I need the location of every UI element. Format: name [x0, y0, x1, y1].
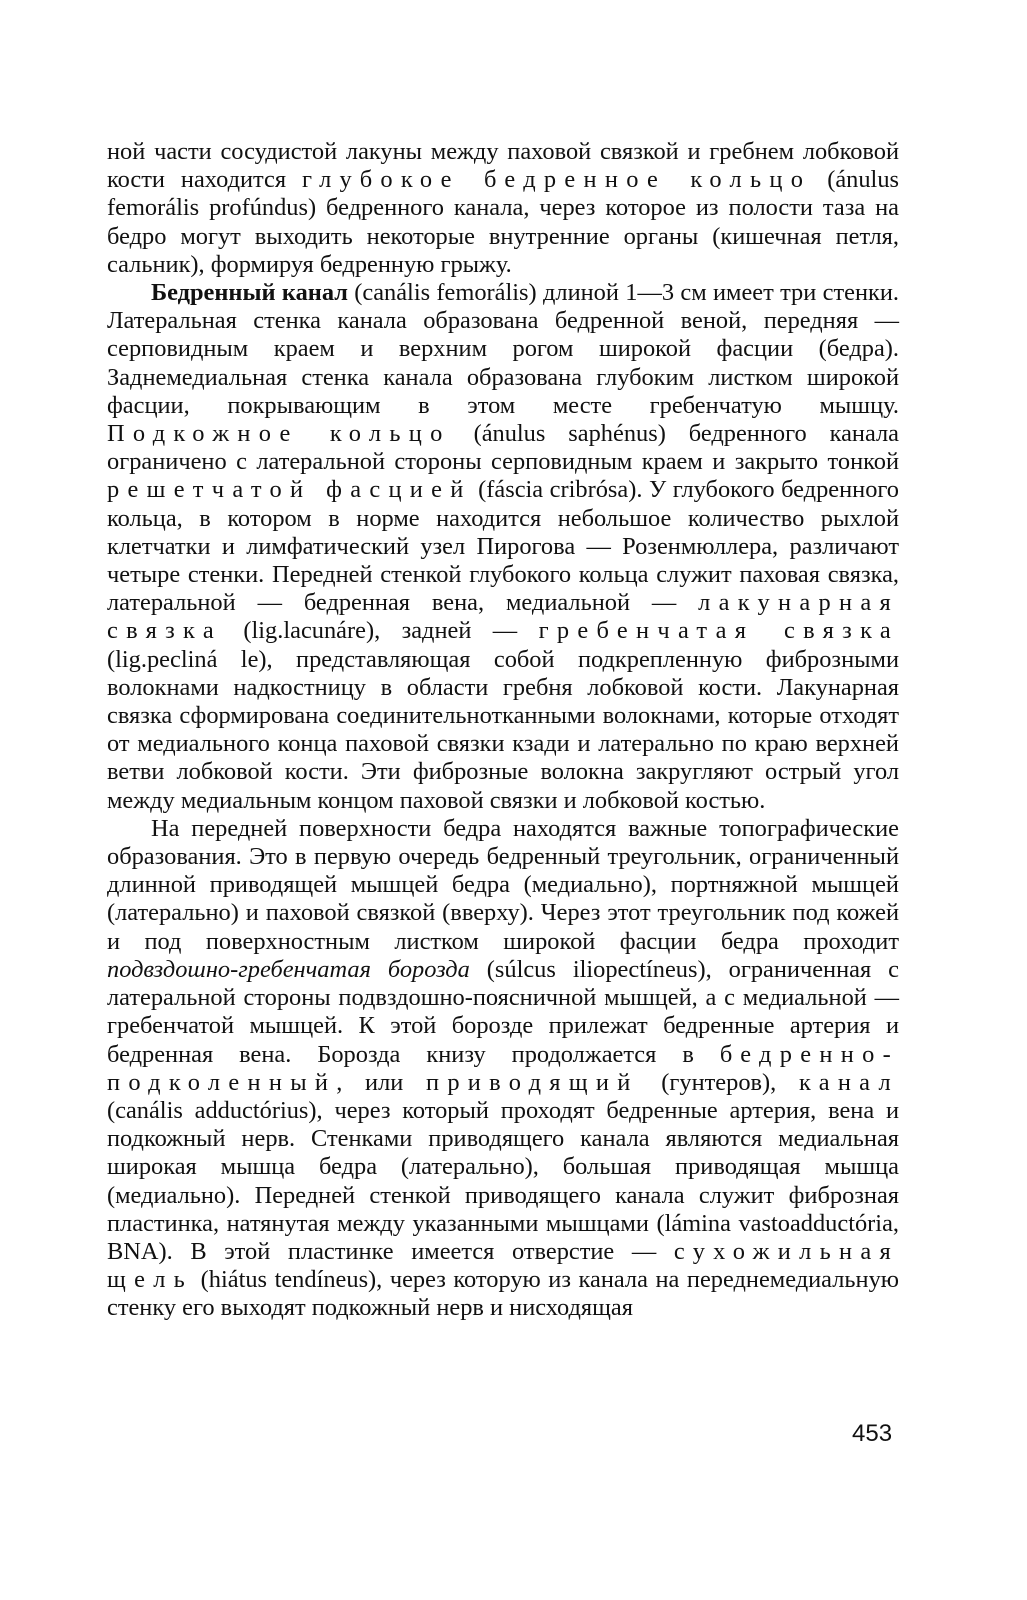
text-run: , или — [336, 1068, 426, 1096]
spaced-term: лакунарная связка — [107, 589, 899, 645]
paragraph-3 — [107, 815, 899, 1323]
spaced-term: Подкожное кольцо — [107, 420, 451, 448]
italic-term: подвздошно-гребенчатая борозда — [107, 955, 470, 983]
text-run: (гунтеров), — [638, 1068, 799, 1096]
page-number: 453 — [852, 1420, 893, 1447]
spaced-term: канал — [798, 1068, 899, 1096]
spaced-term: бедренно-подколенный — [107, 1040, 899, 1096]
text-run: (canális adductórius), через который проходят бедренные артерия, вена и подкожный нерв. Стенками приводящего канала являются медиальная широкая мышца бедра (латерально), большая приводящая мышца (медиально). Передней стенкой приводящего канала служит фиброзная пластинка, натянутая между указанными мышцами (lámina vastoadductória, BNA). В этой пластинке имеется отверстие — — [107, 1096, 899, 1265]
bold-term: Бедренный канал — [151, 279, 348, 307]
text-run: (canális femorális) длиной 1—3 см имеет три стенки. Латеральная стенка канала образована бедренной веной, передняя — серповидным краем и верхним рогом широкой фасции (бедра). Заднемедиальная стенка канала образована глубоким листком широкой фасции, покрывающим в этом месте гребенчатую мышцу. — [107, 279, 899, 419]
text-run: (hiátus tendíneus), через которую из канала на переднемедиальную стенку его выходят подкожный нерв и нисходящая — [107, 1266, 899, 1322]
text-run: (ánulus femorális profúndus) бедренного канала, через которое из полости таза на бедро могут выходить некоторые внутренние органы (кишечная петля, сальник), формируя бедренную грыжу. — [107, 166, 900, 278]
text-run: (lig.lacunáre), задней — — [221, 617, 539, 645]
spaced-term: приводящий — [425, 1068, 639, 1096]
text-run: (ánulus saphénus) бедренного канала ограничено с латеральной стороны серповидным краем и закрыто тонкой — [107, 420, 899, 476]
paragraph-1 — [107, 138, 899, 279]
spaced-term: сухожильная щель — [107, 1237, 899, 1294]
text-run: ной части сосудистой лакуны между паховой связкой и гребнем лобковой кости находится — [107, 138, 899, 194]
spaced-term: гребенчатая связка — [538, 617, 899, 645]
text-run: (fáscia cribrósa). У глубокого бедренного кольца, в котором в норме находится небольшое количество рыхлой клетчатки и лимфатический узел Пирогова — Розенмюллера, различают четыре стенки. Передней стенкой глубокого кольца служит паховая связка, латеральной — бедренная вена, медиальной — — [107, 476, 899, 617]
text-run: (lig.pecliná le), представляющая собой подкрепленную фиброзными волокнами надкостницу в области гребня лобковой кости. Лакунарная связка сформирована соединительнотканными волокнами, которые отходят от медиального конца паховой связки кзади и латерально по краю верхней ветви лобковой кости. Эти фиброзные волокна закругляют острый угол между медиальным концом паховой связки и лобковой костью. — [107, 645, 899, 814]
text-run: На передней поверхности бедра находятся важные топографические образования. Это в первую очередь бедренный треугольник, ограниченный длинной приводящей мышцей бедра (медиально), портняжной мышцей (латерально) и паховой связкой (вверху). Через этот треугольник под кожей и под поверхностным листком широкой фасции бедра проходит — [107, 814, 899, 955]
spaced-term: решетчатой фасцией — [107, 476, 472, 504]
spaced-term: глубокое бедренное кольцо — [302, 166, 812, 194]
text-run: (súlcus iliopectíneus), ограниченная с латеральной стороны подвздошно-поясничной мышцей, а с медиальной — гребенчатой мышцей. К этой борозде прилежат бедренные артерия и бедренная вена. Борозда книзу продолжается в — [107, 955, 899, 1068]
paragraph-2 — [107, 279, 899, 815]
page-text-column — [107, 138, 899, 1323]
